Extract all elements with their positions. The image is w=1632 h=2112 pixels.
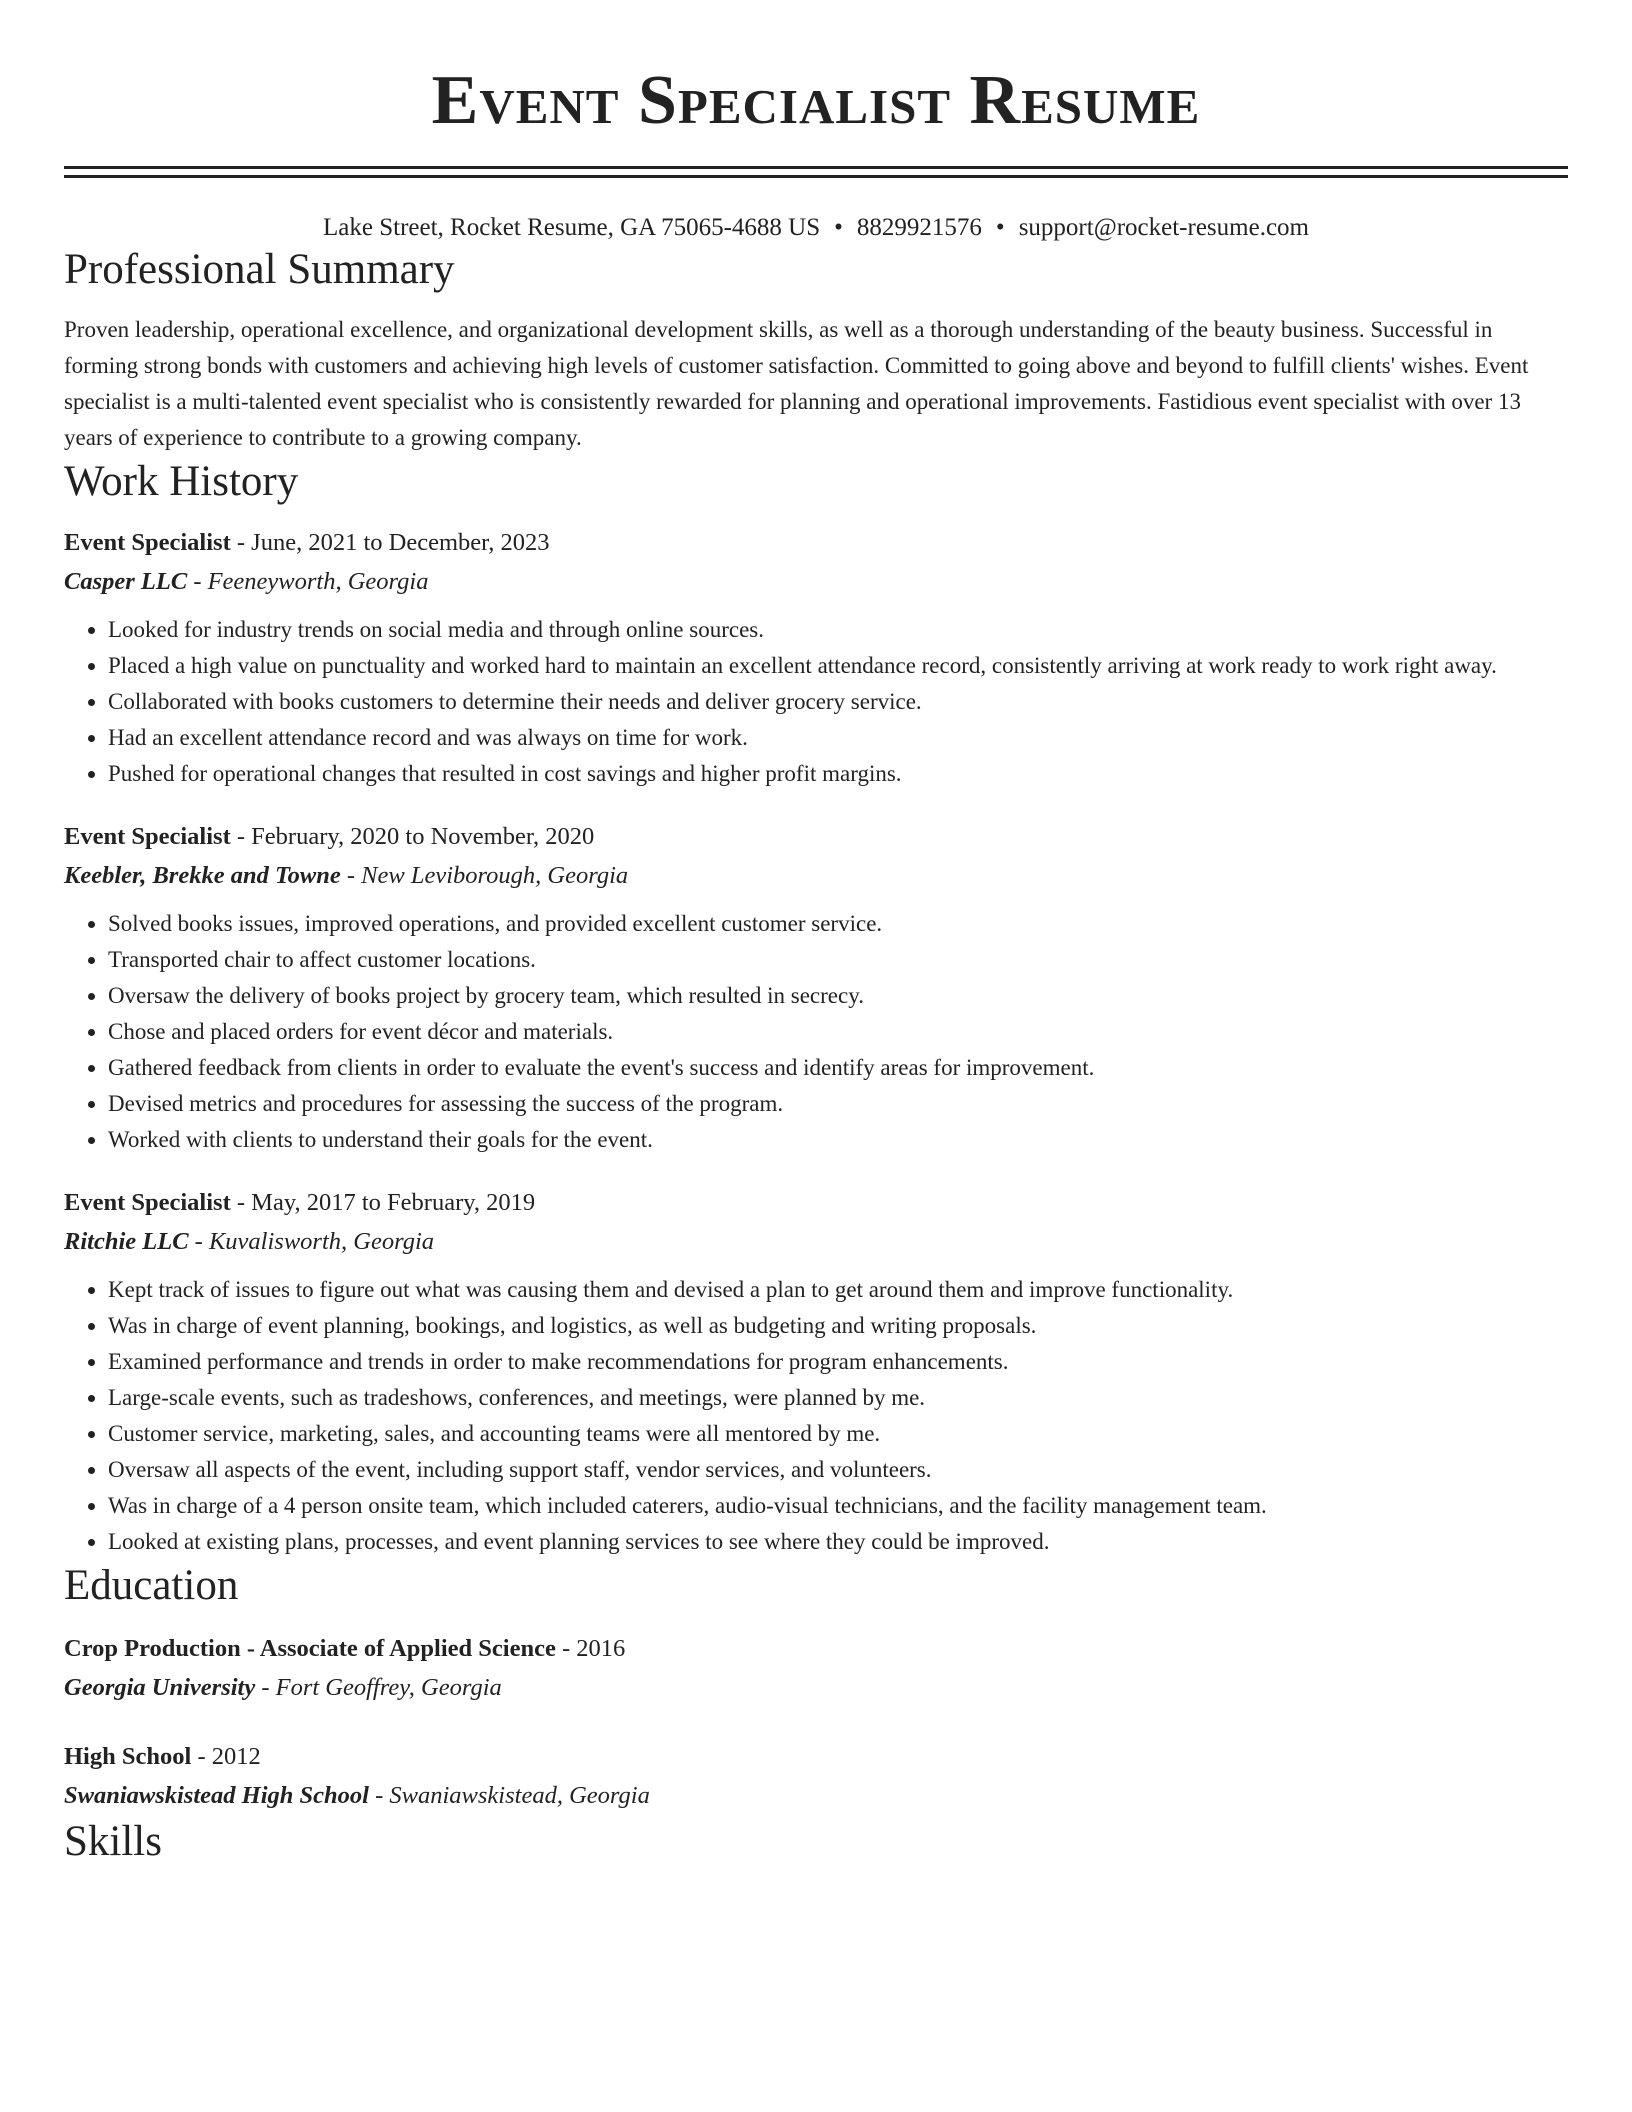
section-heading-skills: Skills: [64, 1818, 162, 1865]
job-company-line: [64, 856, 1568, 896]
list-item: • Looked at existing plans, processes, and event planning services to see where they could be improved.: [108, 1524, 1568, 1560]
list-item: • Looked for industry trends on social media and through online sources.: [108, 612, 1568, 648]
education-year: - 2012: [191, 1743, 261, 1770]
list-item: • Large-scale events, such as tradeshows, conferences, and meetings, were planned by me.: [108, 1380, 1568, 1416]
job-title-line: [64, 524, 1568, 562]
job-location: - Feeneyworth, Georgia: [187, 568, 429, 595]
education-location: - Fort Geoffrey, Georgia: [255, 1674, 502, 1701]
job-bullets: [64, 906, 1568, 1158]
list-item: • Oversaw the delivery of books project by grocery team, which resulted in secrecy.: [108, 978, 1568, 1014]
education-entry: [64, 1738, 1568, 1816]
education-degree: High School: [64, 1743, 192, 1770]
education-entry: [64, 1630, 1568, 1708]
list-item: • Placed a high value on punctuality and worked hard to maintain an excellent attendance record, consistently arriving at work ready to work right away.: [108, 648, 1568, 684]
resume-page: [64, 0, 1568, 1868]
job-company: Ritchie LLC: [64, 1228, 189, 1255]
summary-text: Proven leadership, operational excellence, and organizational development skills, as well as a thorough understanding of the beauty business. Successful in forming strong bonds with customers and achieving high levels of customer satisfaction. Committed to going above and beyond to fulfill clients' wishes. Event specialist is a multi-talented event specialist who is consistently rewarded for planning and operational improvements. Fastidious event specialist with over 13 years of experience to contribute to a growing company.: [64, 317, 1529, 450]
job-entry: [64, 524, 1568, 792]
job-company-line: [64, 1222, 1568, 1262]
list-item: • Pushed for operational changes that resulted in cost savings and higher profit margins.: [108, 756, 1568, 792]
list-item: • Gathered feedback from clients in order to evaluate the event's success and identify areas for improvement.: [108, 1050, 1568, 1086]
resume-title: Event Specialist Resume: [431, 62, 1201, 139]
education-degree-line: [64, 1738, 1568, 1776]
education-school-line: [64, 1668, 1568, 1708]
contact-address: Lake Street, Rocket Resume, GA 75065-4688 US: [323, 214, 821, 241]
education-school: Swaniawskistead High School: [64, 1782, 369, 1809]
contact-email: support@rocket-resume.com: [1018, 214, 1309, 241]
job-title: Event Specialist: [64, 823, 231, 850]
job-bullets: [64, 1272, 1568, 1560]
list-item: • Was in charge of event planning, bookings, and logistics, as well as budgeting and writing proposals.: [108, 1308, 1568, 1344]
list-item: • Devised metrics and procedures for assessing the success of the program.: [108, 1086, 1568, 1122]
job-dates: - June, 2021 to December, 2023: [230, 529, 550, 556]
contact-line: [64, 212, 1568, 244]
education-degree: Crop Production - Associate of Applied Science: [64, 1635, 556, 1662]
contact-phone: 8829921576: [856, 214, 982, 241]
job-entry: [64, 818, 1568, 1158]
list-item: • Examined performance and trends in order to make recommendations for program enhancements.: [108, 1344, 1568, 1380]
job-bullets: [64, 612, 1568, 792]
education-year: - 2016: [555, 1635, 626, 1662]
job-title: Event Specialist: [64, 529, 231, 556]
job-company-line: [64, 562, 1568, 602]
list-item: • Kept track of issues to figure out what was causing them and devised a plan to get around them and improve functionality.: [108, 1272, 1568, 1308]
list-item: • Collaborated with books customers to determine their needs and deliver grocery service.: [108, 684, 1568, 720]
job-company: Keebler, Brekke and Towne: [64, 862, 341, 889]
section-heading-education: Education: [64, 1562, 239, 1609]
job-dates: - May, 2017 to February, 2019: [230, 1189, 536, 1216]
job-entry: [64, 1184, 1568, 1560]
section-heading-work-history: Work History: [64, 458, 299, 505]
list-item: • Had an excellent attendance record and was always on time for work.: [108, 720, 1568, 756]
list-item: • Solved books issues, improved operations, and provided excellent customer service.: [108, 906, 1568, 942]
job-dates: - February, 2020 to November, 2020: [230, 823, 595, 850]
contact-separator: •: [995, 214, 1005, 241]
list-item: • Chose and placed orders for event décor and materials.: [108, 1014, 1568, 1050]
list-item: • Customer service, marketing, sales, and accounting teams were all mentored by me.: [108, 1416, 1568, 1452]
education-degree-line: [64, 1630, 1568, 1668]
job-location: - New Leviborough, Georgia: [340, 862, 629, 889]
education-location: - Swaniawskistead, Georgia: [368, 1782, 650, 1809]
title-rule-top: [64, 166, 1568, 169]
contact-separator: •: [834, 214, 843, 241]
list-item: • Oversaw all aspects of the event, including support staff, vendor services, and volunteers.: [108, 1452, 1568, 1488]
title-rule-bottom: [64, 175, 1568, 178]
section-heading-summary: Professional Summary: [64, 246, 455, 293]
job-company: Casper LLC: [64, 568, 188, 595]
list-item: • Worked with clients to understand their goals for the event.: [108, 1122, 1568, 1158]
education-school: Georgia University: [64, 1674, 256, 1701]
job-location: - Kuvalisworth, Georgia: [188, 1228, 435, 1255]
job-title-line: [64, 818, 1568, 856]
education-school-line: [64, 1776, 1568, 1816]
job-title: Event Specialist: [64, 1189, 231, 1216]
job-title-line: [64, 1184, 1568, 1222]
list-item: • Transported chair to affect customer locations.: [108, 942, 1568, 978]
list-item: • Was in charge of a 4 person onsite team, which included caterers, audio-visual technicians, and the facility management team.: [108, 1488, 1568, 1524]
